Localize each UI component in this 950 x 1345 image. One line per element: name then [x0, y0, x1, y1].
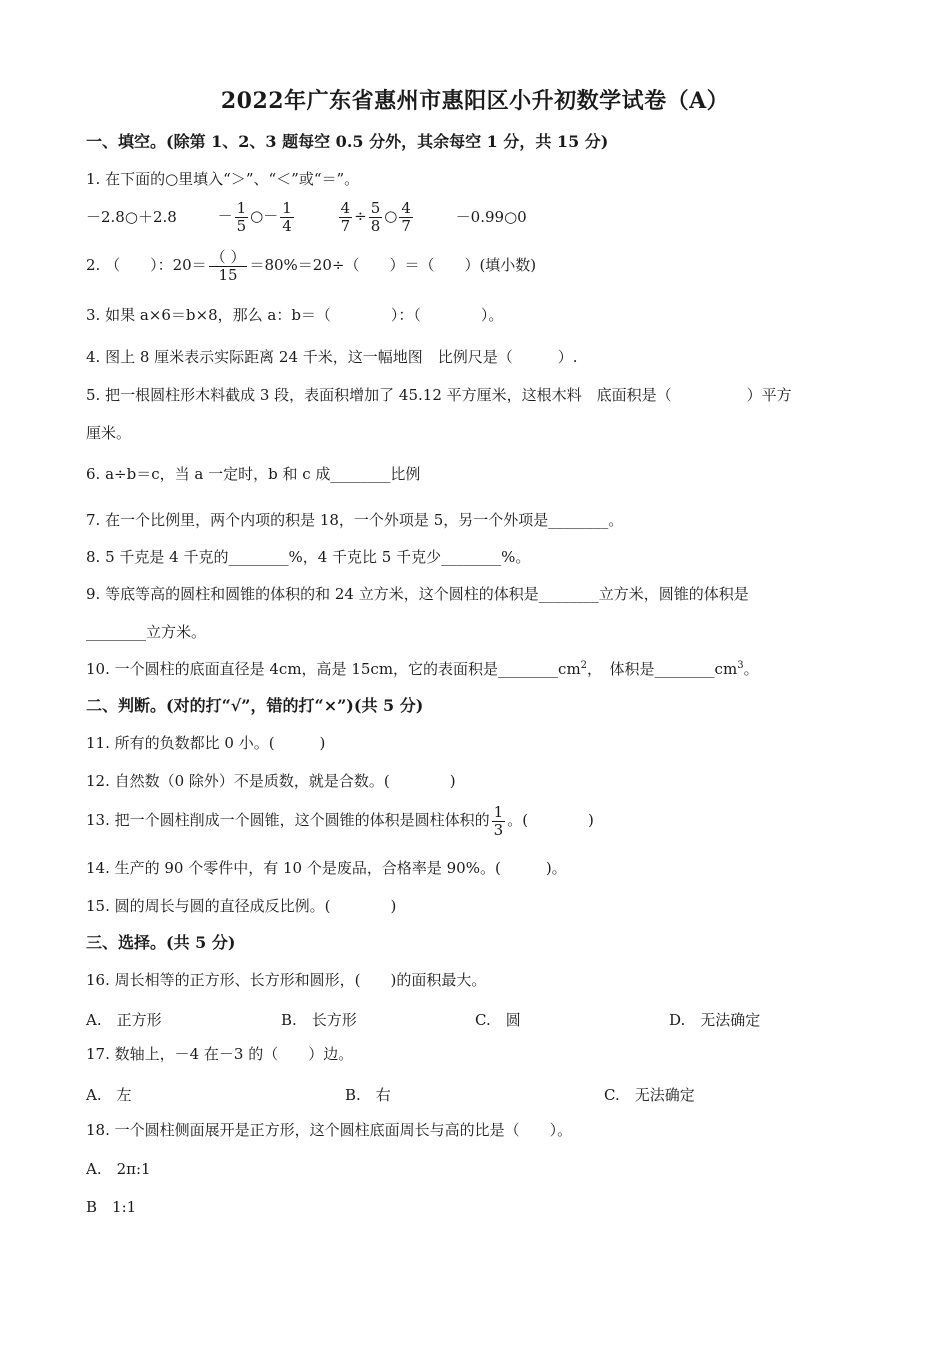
q16-option-d: D. 无法确定 — [669, 1011, 761, 1029]
denominator: 7 — [340, 216, 351, 235]
q1-item-b — [218, 200, 296, 234]
q17-option-c: C. 无法确定 — [604, 1086, 695, 1104]
q13-part-a: 13. 把一个圆柱削成一个圆锥，这个圆锥的体积是圆柱体积的 — [86, 811, 490, 829]
fraction — [369, 200, 383, 234]
denominator: 8 — [370, 216, 381, 235]
q1-item-d: －0.99○0 — [455, 208, 527, 226]
q16-option-a: A. 正方形 — [86, 1011, 162, 1029]
question-13 — [86, 804, 594, 838]
q13-part-b: 。( ) — [507, 811, 594, 829]
q18-option-a: A. 2π:1 — [86, 1160, 151, 1178]
question-18: 18. 一个圆柱侧面展开是正方形，这个圆柱底面周长与高的比是（ ）。 — [86, 1121, 573, 1139]
numerator: 1 — [493, 803, 504, 821]
q1-b-mid: ○－ — [250, 207, 279, 225]
numerator: 5 — [370, 199, 381, 217]
fraction — [209, 249, 248, 283]
denominator: 4 — [282, 216, 292, 235]
q10-part-c: 。 — [743, 660, 759, 678]
q2-part-a: 2. （ ）：20＝ — [86, 256, 207, 274]
question-15: 15. 圆的周长与圆的直径成反比例。( ) — [86, 897, 397, 915]
q16-option-b: B. 长方形 — [281, 1011, 357, 1029]
section1-heading: 一、填空。(除第 1、2、3 题每空 0.5 分外，其余每空 1 分，共 15 分) — [86, 132, 609, 151]
fraction — [339, 200, 353, 234]
question-1: 1. 在下面的○里填入“＞”、“＜”或“＝”。 — [86, 170, 360, 188]
fraction — [280, 200, 294, 234]
exam-title: 2022年广东省惠州市惠阳区小升初数学试卷（A） — [220, 88, 730, 114]
question-8: 8. 5 千克是 4 千克的________%，4 千克比 5 千克少________%。 — [86, 548, 531, 566]
q10-part-b: ， 体积是________cm — [587, 660, 738, 678]
question-11: 11. 所有的负数都比 0 小。( ) — [86, 734, 326, 752]
question-5-line-2: 厘米。 — [86, 424, 132, 442]
q17-option-a: A. 左 — [86, 1086, 132, 1104]
question-5-line-1: 5. 把一根圆柱形木料截成 3 段，表面积增加了 45.12 平方厘米，这根木料 底面积是（ ）平方 — [86, 386, 792, 404]
section2-heading: 二、判断。(对的打“√”，错的打“×”)(共 5 分) — [86, 696, 424, 715]
question-17: 17. 数轴上，－4 在－3 的（ ）边。 — [86, 1045, 354, 1063]
q2-part-b: ＝80%＝20÷（ ）＝（ ）(填小数) — [249, 256, 537, 274]
denominator: 7 — [401, 216, 411, 235]
fraction — [492, 804, 506, 838]
denominator: 15 — [218, 265, 238, 284]
numerator: 1 — [282, 199, 292, 217]
q10-superscript-1: 2 — [580, 660, 588, 671]
question-10 — [86, 660, 759, 678]
question-1-items — [86, 200, 563, 234]
question-14: 14. 生产的 90 个零件中，有 10 个是废品，合格率是 90%。( )。 — [86, 859, 567, 877]
q1-c-mid: ○ — [384, 207, 398, 225]
denominator: 5 — [236, 216, 247, 235]
fraction — [399, 200, 413, 234]
question-6: 6. a÷b＝c，当 a 一定时，b 和 c 成________比例 — [86, 465, 421, 483]
question-3: 3. 如果 a×6＝b×8，那么 a：b＝（ ）：（ ）。 — [86, 306, 504, 324]
question-9-line-2: ________立方米。 — [86, 623, 207, 641]
numerator: 4 — [340, 199, 351, 217]
q10-superscript-2: 3 — [737, 660, 744, 671]
q18-option-b: B 1:1 — [86, 1198, 137, 1216]
q17-option-b: B. 右 — [345, 1086, 391, 1104]
q1-b-prefix: － — [217, 207, 233, 225]
numerator: 4 — [401, 199, 411, 217]
question-9-line-1: 9. 等底等高的圆柱和圆锥的体积的和 24 立方米，这个圆柱的体积是________立方米，圆锥的体积是 — [86, 585, 749, 603]
numerator: （ ） — [210, 248, 246, 266]
question-16: 16. 周长相等的正方形、长方形和圆形，( )的面积最大。 — [86, 971, 487, 989]
q16-option-c: C. 圆 — [475, 1011, 521, 1029]
numerator: 1 — [236, 199, 247, 217]
question-2 — [86, 249, 536, 283]
question-4: 4. 图上 8 厘米表示实际距离 24 千米，这一幅地图 比例尺是（ ）. — [86, 348, 578, 366]
question-7: 7. 在一个比例里，两个内项的积是 18，一个外项是 5，另一个外项是________。 — [86, 511, 624, 529]
denominator: 3 — [493, 820, 504, 839]
fraction — [235, 200, 249, 234]
q10-part-a: 10. 一个圆柱的底面直径是 4cm，高是 15cm，它的表面积是________cm — [86, 660, 581, 678]
q1-c-op: ÷ — [354, 207, 367, 225]
q1-item-c — [337, 200, 415, 234]
question-12: 12. 自然数（0 除外）不是质数，就是合数。( ) — [86, 772, 456, 790]
section3-heading: 三、选择。(共 5 分) — [86, 933, 236, 952]
q1-item-a: －2.8○＋2.8 — [86, 208, 177, 226]
